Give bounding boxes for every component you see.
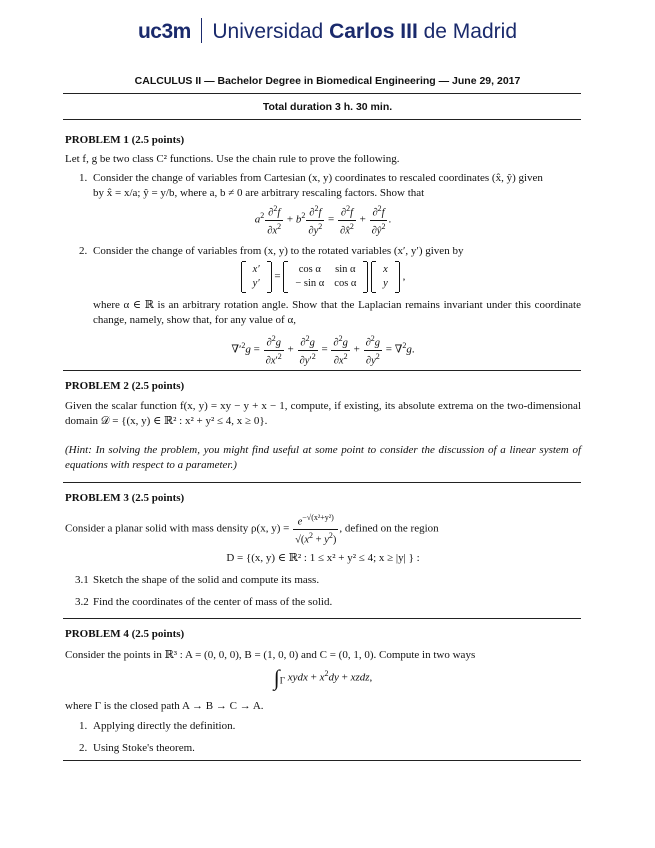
rotation-matrix-equation: x′ y′ = cos α sin α − sin α cos α x y , <box>65 262 581 292</box>
problem4-item1-number: 1. <box>79 720 88 732</box>
problem4-path: where Γ is the closed path A → B → C → A. <box>65 700 264 712</box>
problem1-title: PROBLEM 1 (2.5 points) <box>65 134 185 146</box>
duration: Total duration 3 h. 30 min. <box>262 101 393 113</box>
problem4-intro: Consider the points in ℝ³ : A = (0, 0, 0), B = (1, 0, 0) and C = (0, 1, 0). Compute in two ways <box>65 649 476 661</box>
problem3-item2-number: 3.2 <box>75 596 89 608</box>
problem3-item1: Sketch the shape of the solid and compute its mass. <box>93 574 320 586</box>
problem1-intro: Let f, g be two class C² functions. Use the chain rule to prove the following. <box>65 153 400 165</box>
problem1-item2-number: 2. <box>79 245 88 257</box>
line-integral: $\int_\Gamma$ xydx + $x^2dy$ + xzdz, <box>273 665 373 690</box>
problem1-item2-text: where α ∈ ℝ is an arbitrary rotation angle. Show that the Laplacian remains invariant under this coordinate change, namely, show that, for any value of α, <box>93 299 581 326</box>
divider <box>63 760 581 761</box>
problem3-intro-prefix: Consider a planar solid with mass density ρ(x, y) = <box>65 522 290 535</box>
logo-mark: uc3m <box>137 20 191 43</box>
course-line: CALCULUS II — Bachelor Degree in Biomedical Engineering — June 29, 2017 <box>134 75 521 87</box>
problem1-item2-line1: Consider the change of variables from (x, y) to the rotated variables (x′, y′) given by <box>93 245 464 257</box>
problem3-title: PROBLEM 3 (2.5 points) <box>65 492 185 504</box>
problem3-item2: Find the coordinates of the center of mass of the solid. <box>93 596 333 608</box>
problem4-item2-number: 2. <box>79 742 88 754</box>
density-fraction: $\frac{e^{-√(x^2+y^2)}}{√(x^2 + y^2)}$ <box>295 513 337 545</box>
logo-prefix: Universidad <box>212 20 330 43</box>
logo-suffix: de Madrid <box>417 20 517 43</box>
problem4-item1: Applying directly the definition. <box>93 720 236 732</box>
problem2-title: PROBLEM 2 (2.5 points) <box>65 380 185 392</box>
problem1-item1-number: 1. <box>79 172 88 184</box>
problem1-item1-line2: by x̂ = x/a; ŷ = y/b, where a, b ≠ 0 are arbitrary rescaling factors. Show that <box>93 187 425 199</box>
problem3-intro-suffix: , defined on the region <box>339 522 439 535</box>
divider <box>63 618 581 619</box>
divider <box>63 482 581 483</box>
problem3-item1-number: 3.1 <box>75 574 89 586</box>
problem4-item2: Using Stoke's theorem. <box>93 742 195 754</box>
divider <box>63 370 581 371</box>
problem2-text: Given the scalar function f(x, y) = xy − y + x − 1, compute, if existing, its absolute extrema on the two-dimensional domain 𝒟 = {(x, y) ∈ ℝ² : x² + y² ≤ 4, x ≥ 0}. <box>65 400 581 427</box>
divider <box>63 93 581 94</box>
logo-divider <box>201 18 203 43</box>
problem3-region: D = {(x, y) ∈ ℝ² : 1 ≤ x² + y² ≤ 4; x ≥ |y| } : <box>226 552 420 564</box>
problem2-hint: (Hint: In solving the problem, you might find useful at some point to consider the discussion of a linear system of equations with respect to a parameter.) <box>65 444 581 471</box>
problem1-item1-line1: Consider the change of variables from Cartesian (x, y) coordinates to rescaled coordinates (x̂, ŷ) given <box>93 172 543 184</box>
divider <box>63 119 581 120</box>
problem1-equation1: $a^2$ $\frac{\partial^2f}{\partial x^2}$ + $b^2$ $\frac{\partial^2f}{\partial y^2}$ = $\frac{\partial^2f}{\partial x̂^2}$ + $\frac{\partial^2f}{\partial ŷ^2}$ . <box>254 204 392 236</box>
problem3-intro <box>65 512 581 546</box>
university-logo <box>0 18 655 44</box>
problem4-title: PROBLEM 4 (2.5 points) <box>65 628 185 640</box>
logo-bold: Carlos III <box>329 20 418 43</box>
laplacian-equation: $\nabla'^2g$ = $\frac{\partial^2g}{\partial x'^2}$ + $\frac{\partial^2g}{\partial y'^2}$ = $\frac{\partial^2g}{\partial x^2}$ + $\frac{\partial^2g}{\partial y^2}$ = ∇$^2$g. <box>231 334 415 366</box>
